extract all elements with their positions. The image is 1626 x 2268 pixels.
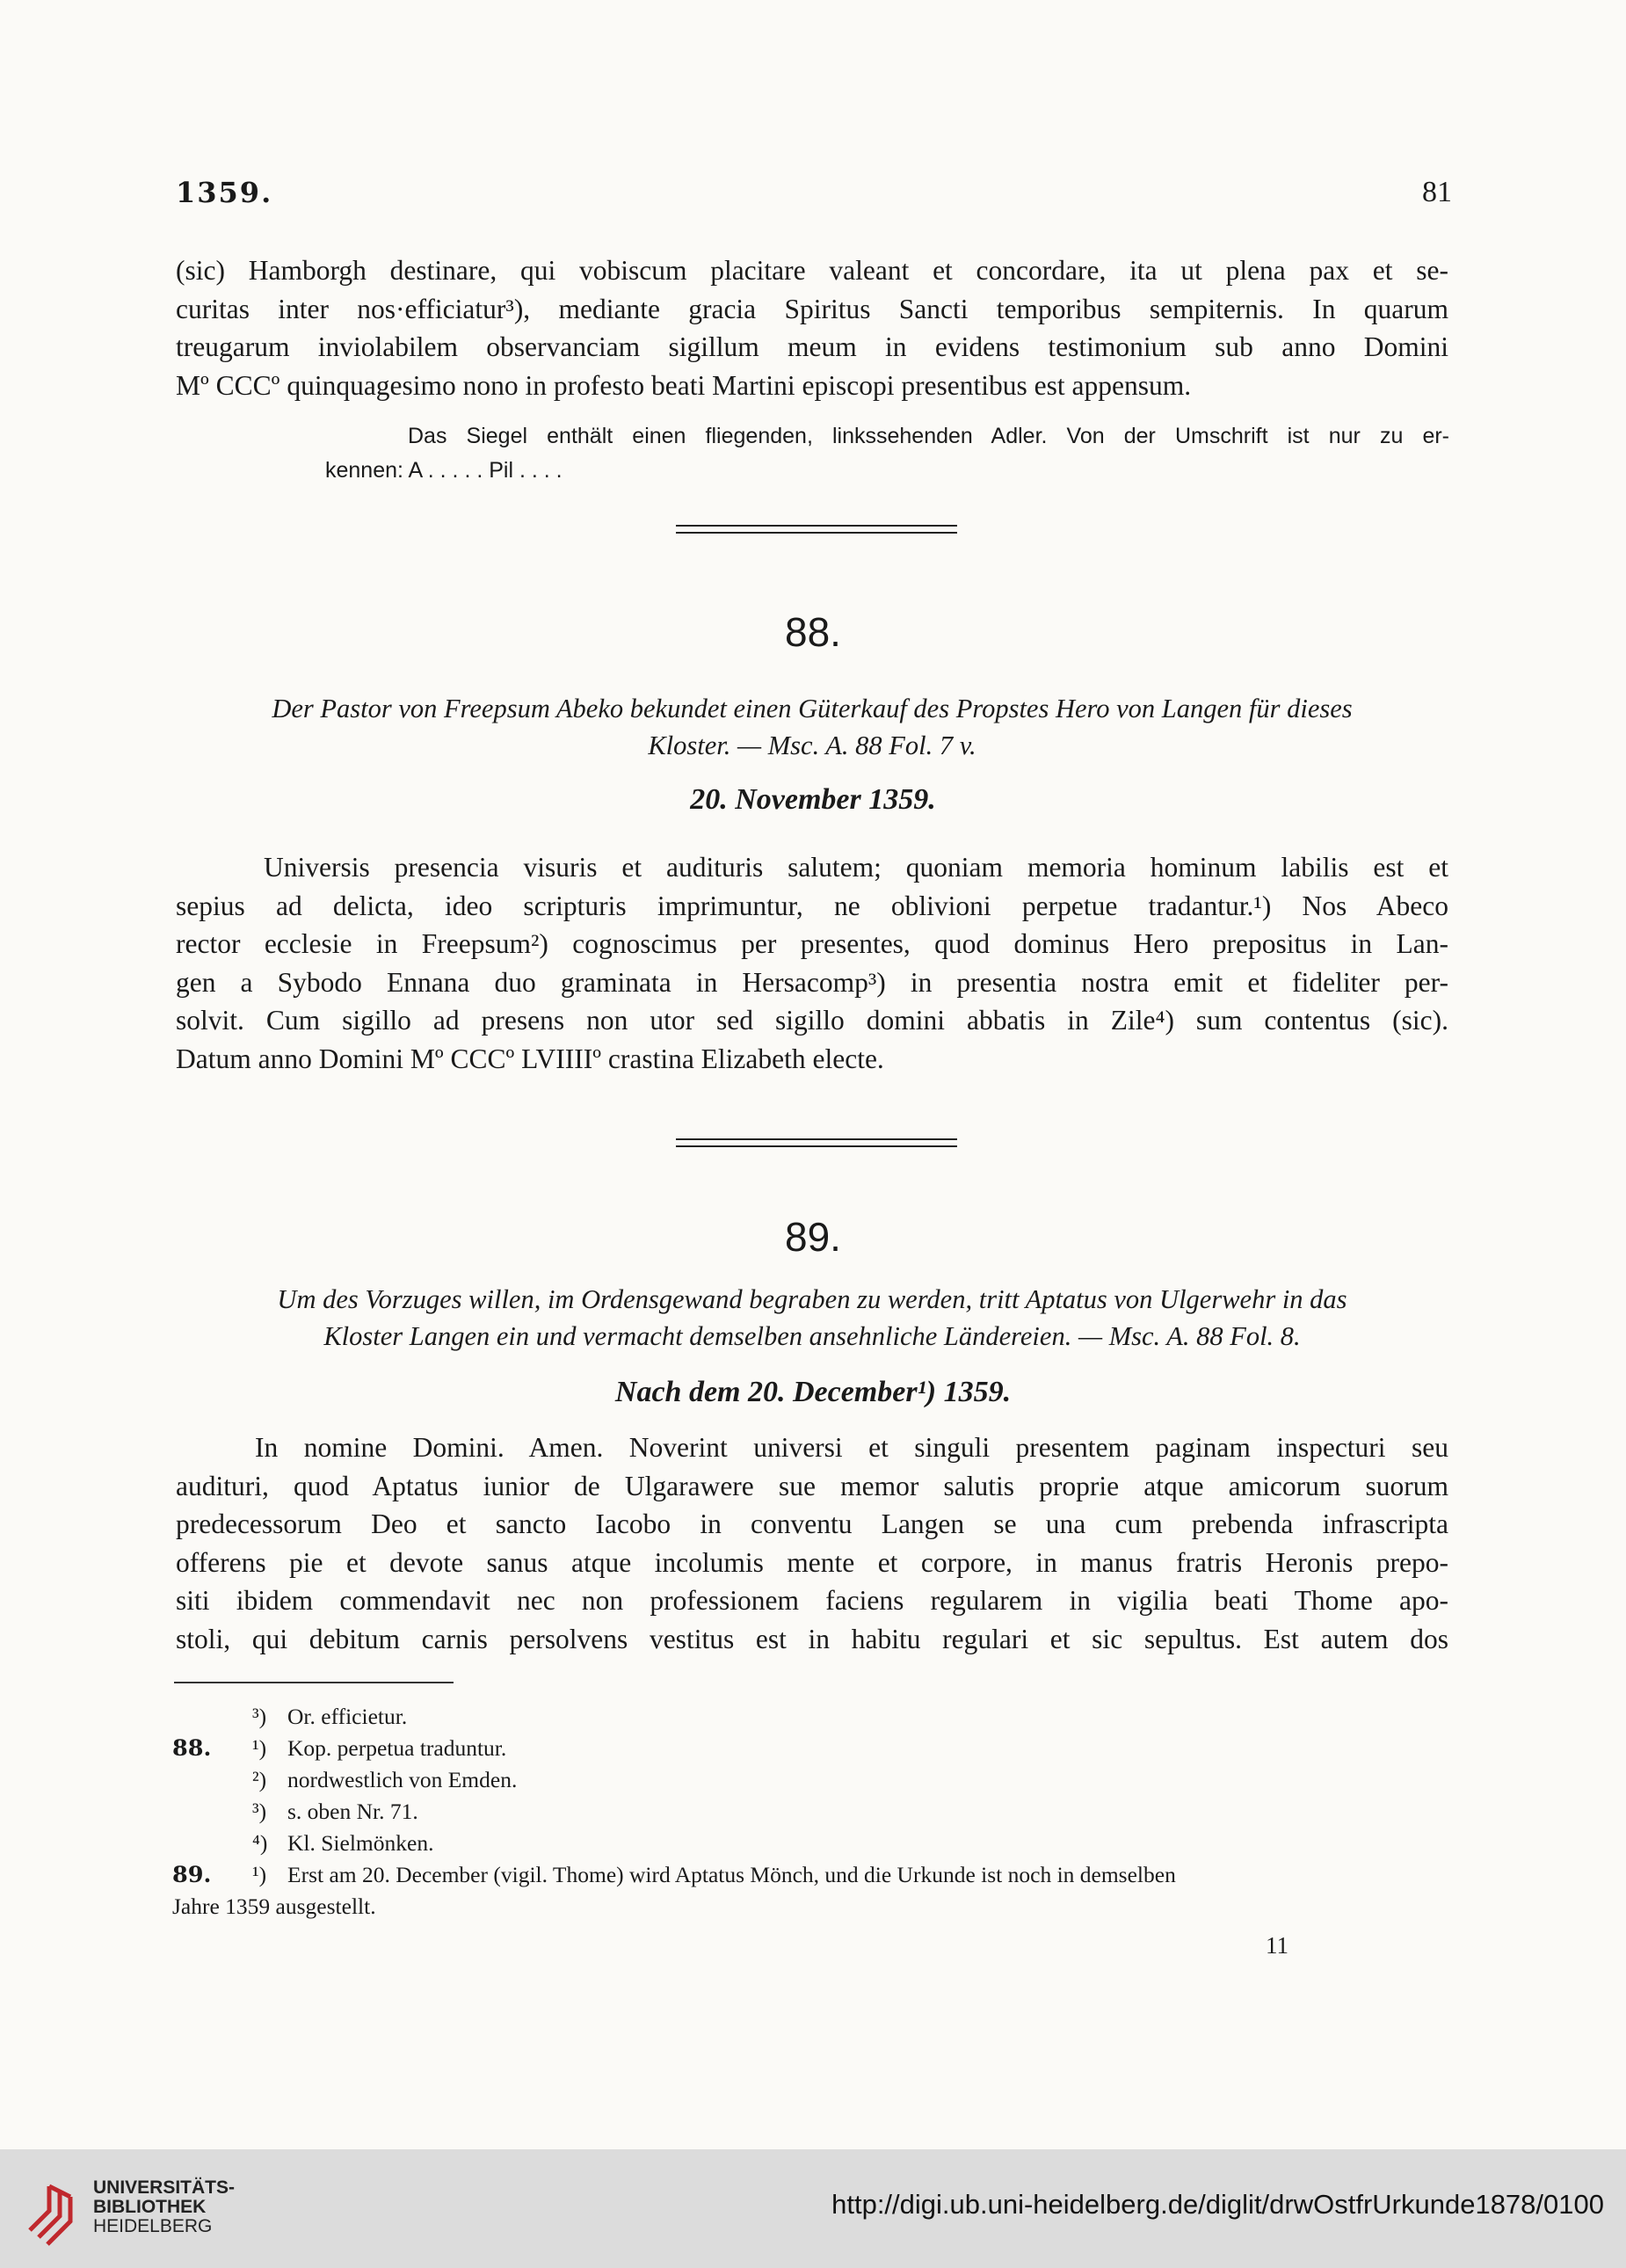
footnote [252, 1702, 407, 1732]
footnote [252, 1860, 1434, 1890]
seal-note-line: Das Siegel enthält einen fliegenden, linkssehenden Adler. Von der Umschrift ist nur zu er- [408, 424, 1449, 448]
footnote-text: Or. efficietur. [287, 1704, 408, 1729]
text-line: Universis presencia visuris et audituris salutem; quoniam memoria hominum labilis est et [264, 852, 1448, 883]
footnote-group-label: 89. [172, 1862, 212, 1888]
document-number: 88. [785, 609, 841, 655]
footnote [252, 1797, 418, 1827]
text-line: audituri, quod Aptatus iunior de Ulgarawere sue memor salutis proprie atque amicorum suorum [176, 1470, 1448, 1501]
footnote-text: s. oben Nr. 71. [287, 1799, 418, 1824]
text-line: siti ibidem commendavit nec non professionem faciens regularem in vigilia beati Thome apo- [176, 1585, 1448, 1616]
running-head-year: 1359. [176, 176, 273, 209]
seal-note-line: kennen: A . . . . . Pil . . . . [325, 458, 563, 483]
footnote-text: Kop. perpetua traduntur. [287, 1735, 507, 1761]
section-divider [676, 1138, 957, 1147]
summary-line: Um des Vorzuges willen, im Ordensgewand begraben zu werden, tritt Aptatus von Ulgerwehr in das [277, 1284, 1347, 1314]
text-line: Mº CCCº quinquagesimo nono in profesto beati Martini episcopi presentibus est appensum. [176, 369, 1192, 401]
library-name-line: UNIVERSITÄTS- [93, 2177, 236, 2198]
library-logo-icon [23, 2169, 84, 2248]
footnote-text: nordwestlich von Emden. [287, 1767, 518, 1792]
footnote-rule [174, 1682, 454, 1683]
footnote-continuation: Jahre 1359 ausgestellt. [172, 1894, 376, 1919]
viewer-footer [0, 2149, 1626, 2268]
footnote-mark: ³) [252, 1799, 267, 1824]
text-line: treugarum inviolabilem observanciam sigillum meum in evidens testimonium sub anno Domini [176, 331, 1448, 362]
page-url-link[interactable]: http://digi.ub.uni-heidelberg.de/diglit/drwOstfrUrkunde1878/0100 [831, 2189, 1604, 2220]
summary-line: Kloster Langen ein und vermacht demselben ansehnliche Ländereien. — Msc. A. 88 Fol. 8. [323, 1321, 1301, 1351]
text-line: (sic) Hamborgh destinare, qui vobiscum placitare valeant et concordare, ita ut plena pax et se- [176, 255, 1448, 286]
text-line: predecessorum Deo et sancto Iacobo in conventu Langen se una cum prebenda infrascripta [176, 1508, 1448, 1539]
doc88-text [176, 848, 1448, 1078]
footnote [252, 1828, 433, 1858]
text-line: stoli, qui debitum carnis persolvens vestitus est in habitu regulari et sic sepultus. Est autem dos [176, 1623, 1448, 1654]
footnote-mark: ¹) [252, 1862, 267, 1887]
text-line: rector ecclesie in Freepsum²) cognoscimus per presentes, quod dominus Hero prepositus in Lan- [176, 928, 1448, 959]
text-line: In nomine Domini. Amen. Noverint universi et singuli presentem paginam inspecturi seu [255, 1432, 1448, 1463]
footnote-mark: ¹) [252, 1735, 267, 1761]
library-name [93, 2178, 235, 2236]
section-divider [676, 525, 957, 534]
footnote-mark: ⁴) [252, 1830, 268, 1856]
footnote [252, 1765, 517, 1795]
footnote-mark: ²) [252, 1767, 267, 1792]
text-line: sepius ad delicta, ideo scripturis imprimuntur, ne oblivioni perpetue tradantur.¹) Nos Abeco [176, 890, 1448, 921]
footnote-text: Kl. Sielmönken. [287, 1830, 434, 1856]
document-date: Nach dem 20. December¹) 1359. [614, 1376, 1012, 1408]
doc87-tail-text [176, 251, 1448, 404]
text-line: offerens pie et devote sanus atque incolumis mente et corpore, in manus fratris Heronis prepo- [176, 1546, 1448, 1578]
text-line: gen a Sybodo Ennana duo graminata in Hersacomp³) in presentia nostra emit et fideliter per- [176, 966, 1448, 998]
doc89-text [176, 1428, 1448, 1658]
footnote-text: Erst am 20. December (vigil. Thome) wird Aptatus Mönch, und die Urkunde ist noch in demselben [287, 1862, 1176, 1887]
signature-mark: 11 [1266, 1932, 1288, 1959]
library-name-line: BIBLIOTHEK [93, 2197, 207, 2217]
text-line: Datum anno Domini Mº CCCº LVIIIIº crastina Elizabeth electe. [176, 1043, 884, 1074]
text-line: solvit. Cum sigillo ad presens non utor sed sigillo domini abbatis in Zile⁴) sum contentus (sic). [176, 1005, 1448, 1036]
summary-line: Der Pastor von Freepsum Abeko bekundet einen Güterkauf des Propstes Hero von Langen für dieses [272, 694, 1353, 723]
footnote-group-label: 88. [172, 1735, 212, 1762]
document-date: 20. November 1359. [690, 783, 936, 816]
document-summary [176, 1281, 1448, 1355]
footnote-mark: ³) [252, 1704, 267, 1729]
document-summary [176, 690, 1448, 764]
running-head-page-number: 81 [1422, 176, 1452, 208]
document-number: 89. [785, 1214, 841, 1260]
library-name-line: HEIDELBERG [93, 2216, 213, 2236]
footnote [252, 1734, 506, 1763]
text-line: curitas inter nos·efficiatur³), mediante gracia Spiritus Sancti temporibus sempiternis. In quarum [176, 293, 1448, 324]
summary-line: Kloster. — Msc. A. 88 Fol. 7 v. [648, 731, 976, 760]
